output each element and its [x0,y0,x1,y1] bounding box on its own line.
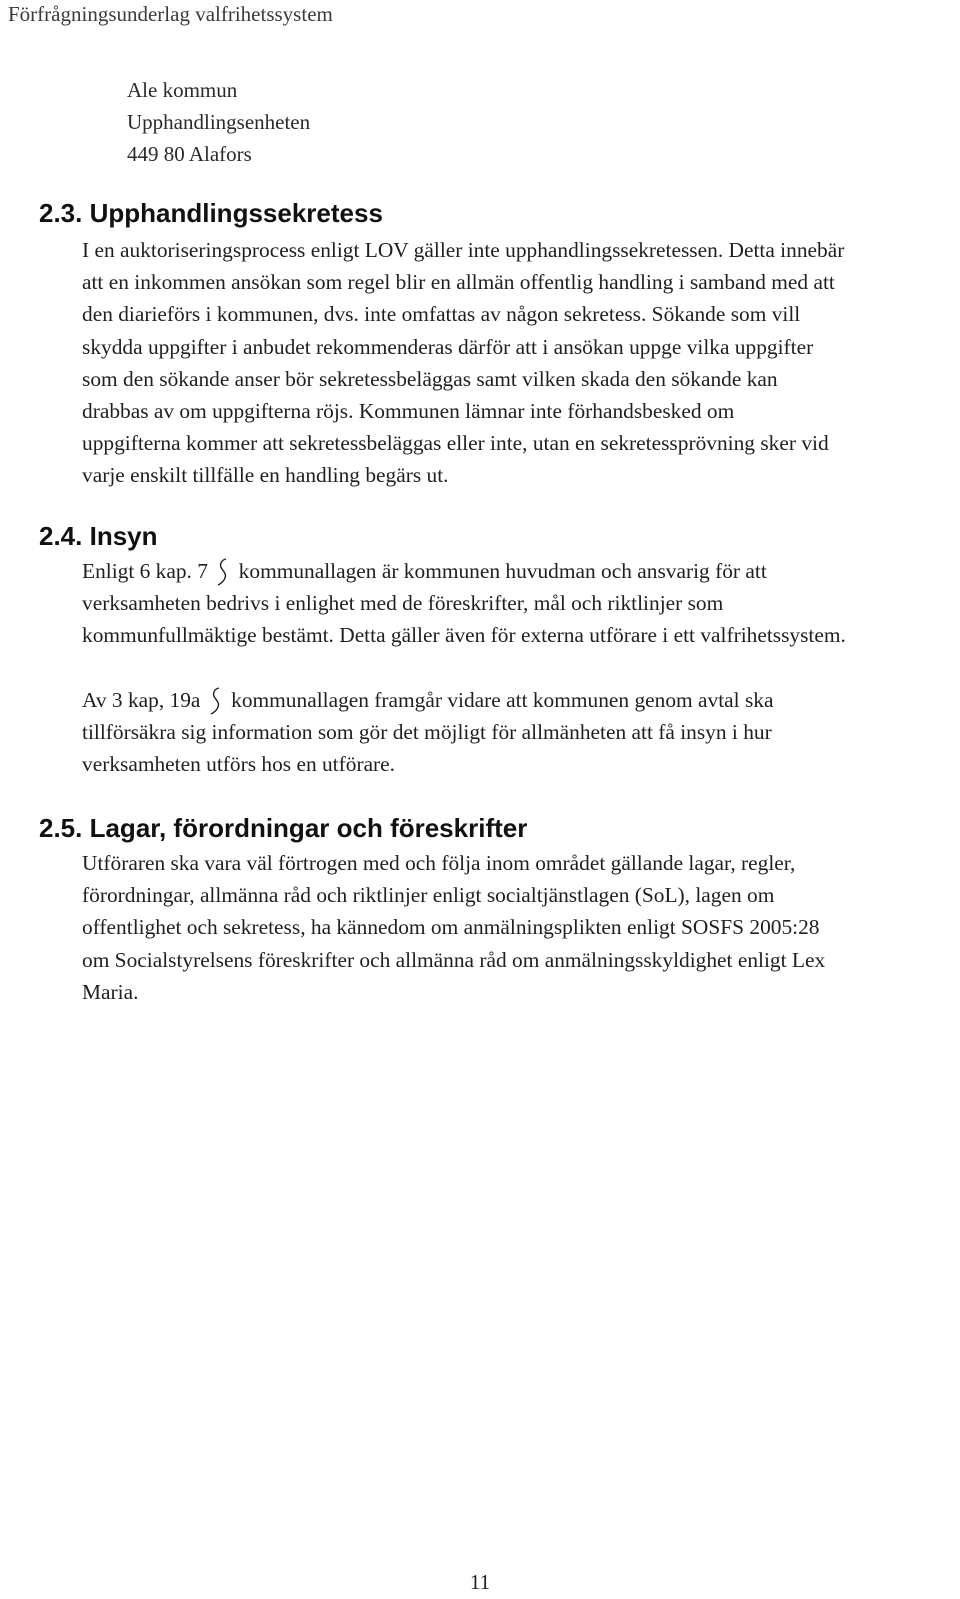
section-heading-2-3: 2.3. Upphandlingssekretess [39,198,383,228]
running-header: Förfrågningsunderlag valfrihetssystem [8,2,333,26]
text-line: verksamheten bedrivs i enlighet med de föreskrifter, mål och riktlinjer som [82,591,724,616]
text-line: I en auktoriseringsprocess enligt LOV gäller inte upphandlingssekretessen. Detta innebär [82,238,845,262]
page-number: 11 [469,1570,491,1594]
text-line: uppgifterna kommer att sekretessbeläggas eller inte, utan en sekretessprövning sker vid [82,431,829,456]
text-line: förordningar, allmänna råd och riktlinjer enligt socialtjänstlagen (SoL), lagen om [82,883,775,908]
text-line: Maria. [82,979,139,1004]
section-heading-2-4: 2.4. Insyn [39,521,158,551]
text-line: skydda uppgifter i anbudet rekommenderas därför att i ansökan uppge vilka uppgifter [82,334,814,359]
text-fragment: Av 3 kap, 19a [82,687,201,712]
text-line: varje enskilt tillfälle en handling begärs ut. [82,463,449,488]
text-line: verksamheten utförs hos en utförare. [82,752,396,777]
section-body-2-3 [82,234,960,492]
address-line: Upphandlingsenheten [127,110,311,134]
address-line: 449 80 Alafors [127,142,252,166]
section-heading-2-5: 2.5. Lagar, förordningar och föreskrifter [39,813,528,843]
text-line: Utföraren ska vara väl förtrogen med och följa inom området gällande lagar, regler, [82,851,796,875]
text-line: drabbas av om uppgifterna röjs. Kommunen lämnar inte förhandsbesked om [82,399,735,424]
paragraph-sign-icon [215,557,231,587]
text-line [82,555,960,587]
address-block [127,74,310,170]
text-fragment: Enligt 6 kap. 7 [82,559,208,583]
text-line: tillförsäkra sig information som gör det möjligt för allmänheten att få insyn i hur [82,719,772,744]
text-line: om Socialstyrelsens föreskrifter och allmänna råd om anmälningsskyldighet enligt Lex [82,947,826,972]
text-line [82,684,960,716]
text-fragment: kommunallagen framgår vidare att kommunen genom avtal ska [231,687,774,712]
paragraph-gap [82,652,960,684]
text-line: kommunfullmäktige bestämt. Detta gäller även för externa utförare i ett valfrihetssystem. [82,623,846,648]
text-line: offentlighet och sekretess, ha kännedom om anmälningsplikten enligt SOSFS 2005:28 [82,915,820,940]
text-fragment: kommunallagen är kommunen huvudman och ansvarig för att [238,559,767,583]
section-body-2-4 [82,555,960,780]
section-body-2-5 [82,847,960,1008]
text-line: den diarieförs i kommunen, dvs. inte omfattas av någon sekretess. Sökande som vill [82,302,801,327]
text-line: att en inkommen ansökan som regel blir en allmän offentlig handling i samband med att [82,270,835,295]
text-line: som den sökande anser bör sekretessbeläggas samt vilken skada den sökande kan [82,366,778,391]
paragraph-sign-icon [208,686,224,716]
address-line: Ale kommun [127,78,238,102]
